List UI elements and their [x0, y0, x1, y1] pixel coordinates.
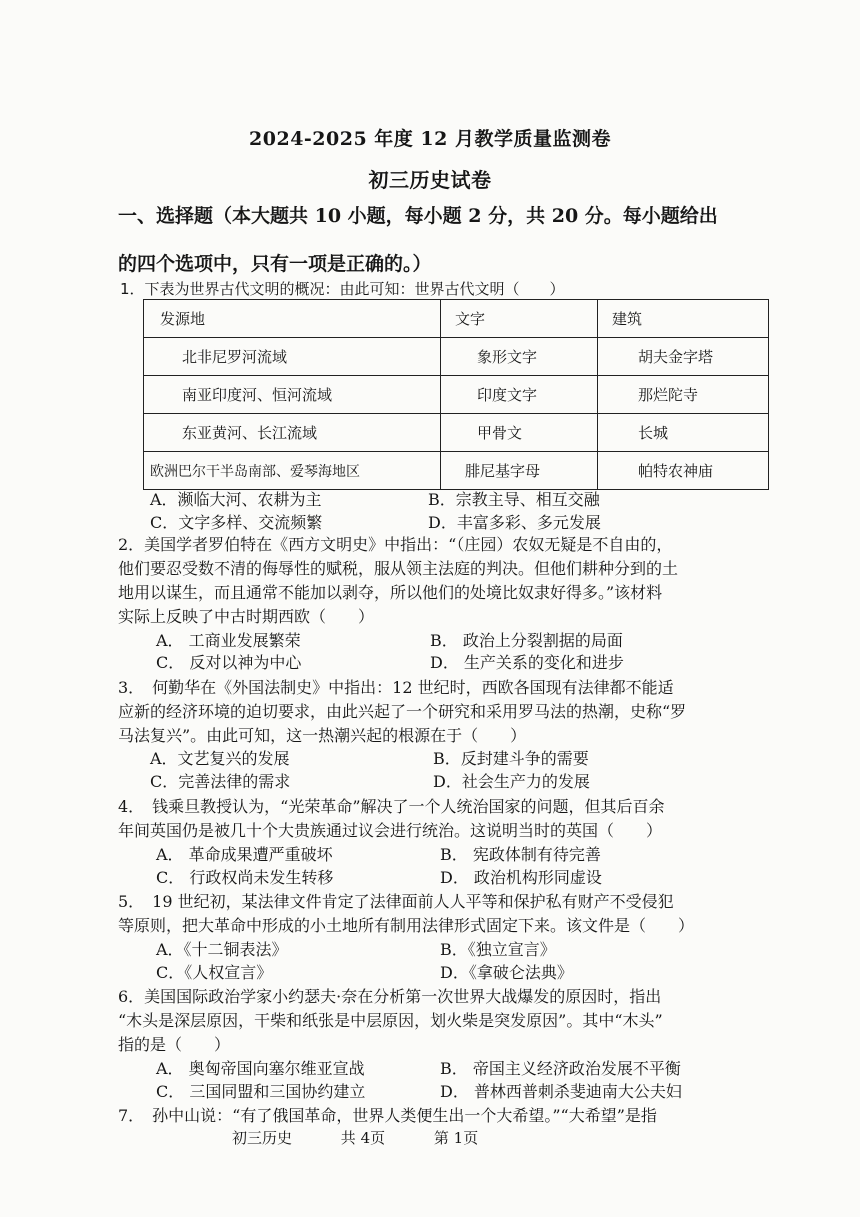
question-6-option-a: A． 奥匈帝国向塞尔维亚宣战 — [156, 1059, 365, 1078]
table-cell: 长城 — [598, 414, 769, 452]
question-2-option-c: C． 反对以神为中心 — [156, 653, 302, 672]
table-cell: 象形文字 — [441, 338, 598, 376]
question-1-option-d: D．丰富多彩、多元发展 — [428, 513, 601, 532]
table-cell: 东亚黄河、长江流域 — [144, 414, 441, 452]
question-5-option-c: C．《人权宣言》 — [156, 963, 273, 982]
question-2-line-2: 他们要忍受数不清的侮辱性的赋税，服从领主法庭的判决。但他们耕种分到的土 — [118, 559, 679, 578]
question-6-line-3: 指的是（ ） — [118, 1035, 231, 1054]
question-2-option-a: A． 工商业发展繁荣 — [156, 631, 301, 650]
question-6-option-c: C． 三国同盟和三国协约建立 — [156, 1082, 366, 1101]
table-header-cell: 建筑 — [598, 300, 769, 338]
section-heading-line-2: 的四个选项中，只有一项是正确的。） — [118, 253, 432, 275]
footer-total-pages: 共 4页 — [340, 1129, 386, 1147]
question-4-option-c: C． 行政权尚未发生转移 — [156, 868, 334, 887]
table-cell: 胡夫金字塔 — [598, 338, 769, 376]
question-3-option-a: A．文艺复兴的发展 — [150, 749, 290, 768]
footer-page-number: 第 1页 — [433, 1129, 479, 1147]
table-cell: 北非尼罗河流域 — [144, 338, 441, 376]
table-header-cell: 发源地 — [144, 300, 441, 338]
exam-title: 2024-2025 年度 12 月教学质量监测卷 — [249, 128, 611, 150]
table-cell: 南亚印度河、恒河流域 — [144, 376, 441, 414]
question-4-option-a: A． 革命成果遭严重破坏 — [156, 845, 333, 864]
table-row — [144, 338, 769, 376]
table-cell: 帕特农神庙 — [598, 452, 769, 490]
question-3-line-3: 马法复兴”。由此可知，这一热潮兴起的根源在于（ ） — [118, 726, 527, 745]
question-1-option-b: B．宗教主导、相互交融 — [428, 490, 600, 509]
question-3-option-b: B．反封建斗争的需要 — [433, 749, 589, 768]
question-4-option-b: B． 宪政体制有待完善 — [440, 845, 601, 864]
question-4-line-1: 4． 钱乘旦教授认为，“光荣革命”解决了一个人统治国家的问题，但其后百余 — [118, 797, 665, 816]
table-header-row — [144, 300, 769, 338]
table-cell: 甲骨文 — [441, 414, 598, 452]
question-4-line-2: 年间英国仍是被几十个大贵族通过议会进行统治。这说明当时的英国（ ） — [118, 821, 663, 840]
question-1-stem: 1．下表为世界古代文明的概况：由此可知：世界古代文明（ ） — [120, 280, 565, 298]
table-row — [144, 414, 769, 452]
table-row — [144, 376, 769, 414]
section-heading-line-1: 一、选择题（本大题共 10 小题，每小题 2 分，共 20 分。每小题给出 — [118, 205, 718, 227]
table-cell: 那烂陀寺 — [598, 376, 769, 414]
page-footer — [232, 1127, 522, 1148]
question-4-option-d: D． 政治机构形同虚设 — [440, 868, 602, 887]
footer-subject: 初三历史 — [232, 1129, 293, 1147]
question-5-line-2: 等原则，把大革命中形成的小土地所有制用法律形式固定下来。该文件是（ ） — [118, 916, 695, 935]
table-row — [144, 452, 769, 490]
question-3-line-1: 3． 何勤华在《外国法制史》中指出：12 世纪时，西欧各国现有法律都不能适 — [118, 678, 674, 697]
question-5-option-d: D．《拿破仑法典》 — [440, 963, 573, 982]
question-5-line-1: 5． 19 世纪初，某法律文件肯定了法律面前人人平等和保护私有财产不受侵犯 — [118, 892, 674, 911]
question-6-line-1: 6．美国国际政治学家小约瑟夫·奈在分析第一次世界大战爆发的原因时，指出 — [118, 987, 662, 1006]
table-cell: 欧洲巴尔干半岛南部、爱琴海地区 — [144, 452, 441, 490]
question-3-option-c: C．完善法律的需求 — [150, 772, 291, 791]
question-2-line-4: 实际上反映了中古时期西欧（ ） — [118, 607, 375, 626]
question-1-option-a: A．濒临大河、农耕为主 — [150, 490, 322, 509]
question-3-option-d: D．社会生产力的发展 — [433, 772, 590, 791]
question-1-option-c: C．文字多样、交流频繁 — [150, 513, 323, 532]
question-6-option-d: D． 普林西普刺杀斐迪南大公夫妇 — [440, 1082, 682, 1101]
question-2-option-d: D． 生产关系的变化和进步 — [430, 653, 624, 672]
question-5-option-a: A．《十二铜表法》 — [156, 940, 288, 959]
table-cell: 腓尼基字母 — [441, 452, 598, 490]
table-cell: 印度文字 — [441, 376, 598, 414]
question-2-option-b: B． 政治上分裂割据的局面 — [430, 631, 623, 650]
section-heading — [118, 198, 818, 282]
question-3-line-2: 应新的经济环境的迫切要求，由此兴起了一个研究和采用罗马法的热潮，史称“罗 — [118, 702, 687, 721]
exam-subtitle: 初三历史试卷 — [368, 168, 492, 192]
question-2-line-3: 地用以谋生，而且通常不能加以剥夺，所以他们的处境比奴隶好得多。”该材料 — [118, 583, 663, 602]
question-5-option-b: B．《独立宣言》 — [440, 940, 556, 959]
question-6-line-2: “木头是深层原因，干柴和纸张是中层原因，划火柴是突发原因”。其中“木头” — [118, 1011, 663, 1030]
question-7-line-1: 7． 孙中山说：“有了俄国革命，世界人类便生出一个大希望。”“大希望”是指 — [118, 1106, 657, 1125]
civilization-table — [143, 299, 769, 490]
table-header-cell: 文字 — [441, 300, 598, 338]
question-2-line-1: 2．美国学者罗伯特在《西方文明史》中指出：“（庄园）农奴无疑是不自由的， — [118, 535, 673, 554]
question-6-option-b: B． 帝国主义经济政治发展不平衡 — [440, 1059, 681, 1078]
